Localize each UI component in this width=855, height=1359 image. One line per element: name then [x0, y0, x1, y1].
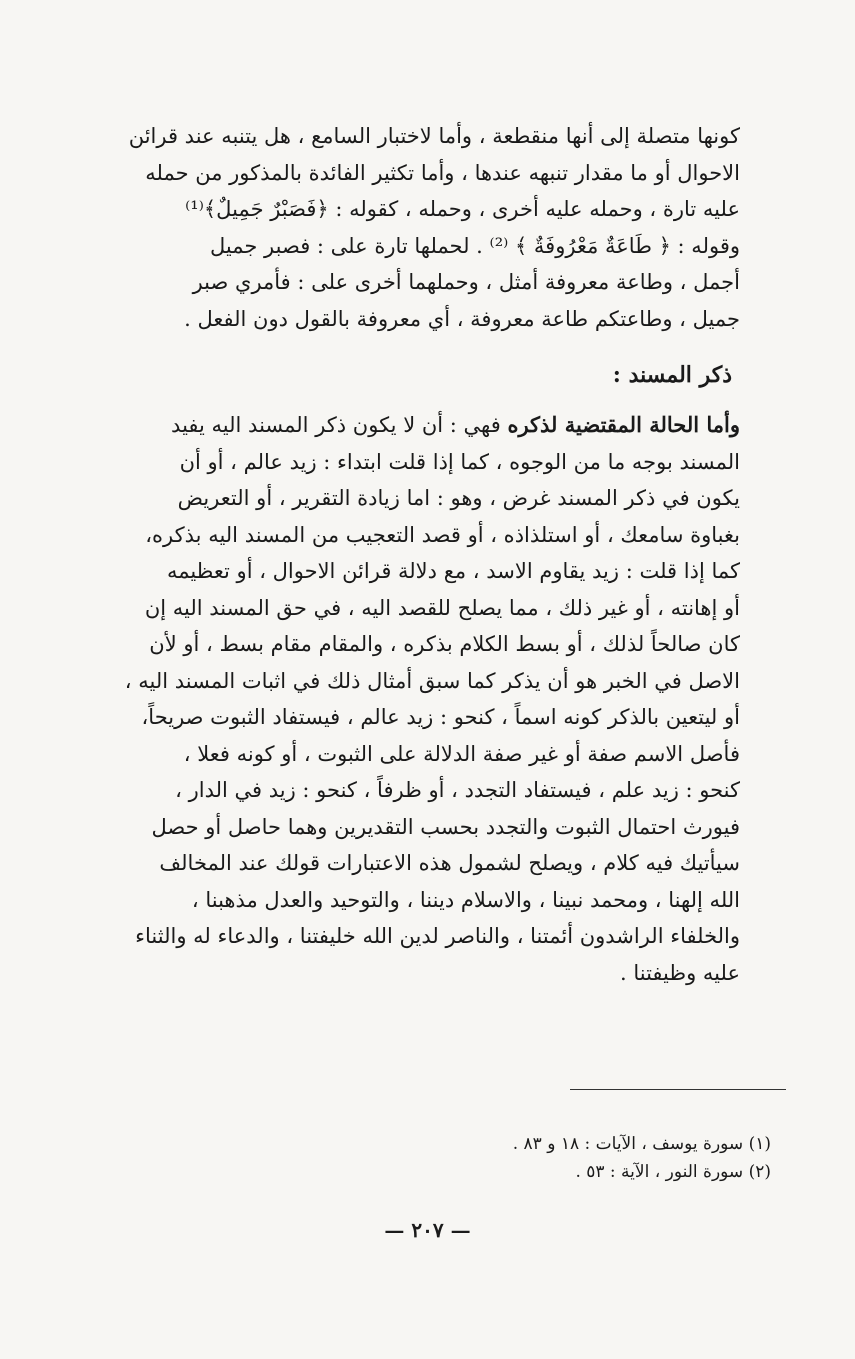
paragraph-2-line: أو إهانته ، أو غير ذلك ، مما يصلح للقصد اليه ، في حق المسند اليه إن: [144, 595, 740, 620]
paragraph-2-line: المسند بوجه ما من الوجوه ، كما إذا قلت ابتداء : زيد عالم ، أو أن: [179, 449, 740, 474]
paragraph-2-line: الله إلهنا ، ومحمد نبينا ، والاسلام ديننا ، والتوحيد والعدل مذهبنا ،: [191, 887, 740, 912]
footnotes: [513, 1130, 771, 1186]
page-number: — ٢٠٧ —: [384, 1218, 471, 1242]
footnote-2: (٢) سورة النور ، الآية : ٥٣ .: [575, 1162, 771, 1182]
paragraph-2-line: كما إذا قلت : زيد يقاوم الاسد ، مع دلالة قرائن الاحوال ، أو تعظيمه: [166, 559, 740, 583]
paragraph-2-line: كنحو : زيد علم ، فيستفاد التجدد ، أو ظرفاً ، كنحو : زيد في الدار ،: [175, 778, 740, 802]
paragraph-2-first-rest: فهي : أن لا يكون ذكر المسند اليه يفيد: [171, 413, 508, 437]
paragraph-2-line: سيأتيك فيه كلام ، ويصلح لشمول هذه الاعتبارات قولك عند المخالف: [159, 851, 740, 875]
paragraph-2-first-line: [118, 407, 740, 444]
paragraph-1-line: جميل ، وطاعتكم طاعة معروفة ، أي معروفة بالقول دون الفعل .: [184, 306, 740, 331]
section-heading: ذكر المسند :: [612, 362, 732, 388]
page-body: [118, 118, 740, 991]
paragraph-2-line: فأصل الاسم صفة أو غير صفة الدلالة على الثبوت ، أو كونه فعلا ،: [183, 741, 740, 766]
paragraph-2: [118, 407, 740, 991]
paragraph-1-line: الاحوال أو ما مقدار تنبهه عندها ، وأما تكثير الفائدة بالمذكور من حمله: [145, 160, 740, 185]
paragraph-2-line: بغباوة سامعك ، أو استلذاذه ، أو قصد التعجيب من المسند اليه بذكره،: [145, 522, 740, 547]
paragraph-2-line: كان صالحاً لذلك ، أو بسط الكلام بذكره ، والمقام مقام بسط ، أو لأن: [149, 632, 740, 656]
footnote-1: (١) سورة يوسف ، الآيات : ١٨ و ٨٣ .: [512, 1134, 771, 1154]
paragraph-2-line: يكون في ذكر المسند غرض ، وهو : اما زيادة التقرير ، أو التعريض: [177, 486, 740, 510]
paragraph-1-line: وقوله : ﴿ طَاعَةٌ مَعْرُوفَةٌ ﴾ ⁽²⁾ . لحملها تارة على : فصبر جميل: [210, 233, 740, 258]
paragraph-2-line: عليه وظيفتنا .: [620, 960, 740, 985]
paragraph-1: [118, 118, 740, 337]
paragraph-2-line: الاصل في الخبر هو أن يذكر كما سبق أمثال ذلك في اثبات المسند اليه ،: [124, 668, 740, 693]
paragraph-2-line: والخلفاء الراشدون أئمتنا ، والناصر لدين الله خليفتنا ، والدعاء له والثناء: [135, 924, 740, 948]
paragraph-1-line: عليه تارة ، وحمله عليه أخرى ، وحمله ، كقوله : ﴿فَصَبْرٌ جَمِيلٌ﴾⁽¹⁾: [185, 197, 740, 221]
paragraph-1-line: أجمل ، وطاعة معروفة أمثل ، وحملهما أخرى على : فأمري صبر: [192, 270, 740, 294]
paragraph-2-line: فيورث احتمال الثبوت والتجدد بحسب التقديرين وهما حاصل أو حصل: [151, 814, 740, 839]
paragraph-2-line: أو ليتعين بالذكر كونه اسماً ، كنحو : زيد عالم ، فيستفاد الثبوت صريحاً،: [141, 705, 740, 729]
footnote-divider: [570, 1089, 786, 1090]
paragraph-1-line: كونها متصلة إلى أنها منقطعة ، وأما لاختبار السامع ، هل يتنبه عند قرائن: [128, 124, 740, 148]
paragraph-2-lead: وأما الحالة المقتضية لذكره: [507, 412, 740, 437]
